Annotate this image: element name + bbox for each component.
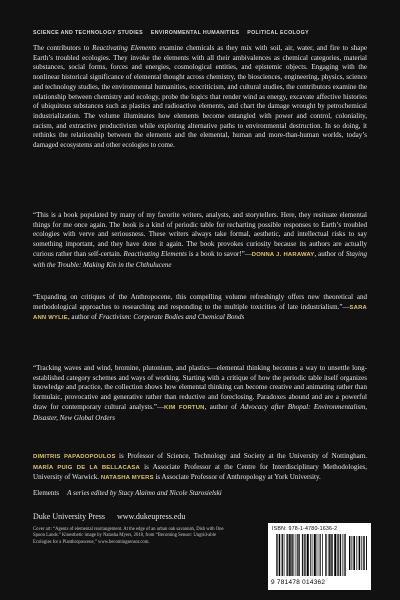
description-text: The contributors to	[33, 44, 93, 52]
barcode-bar	[320, 534, 321, 576]
barcode-bar	[308, 534, 309, 576]
barcode-bar	[282, 534, 283, 576]
barcode-bar	[276, 534, 277, 576]
description-text: examine chemicals as they mix with soil, air, water, and fire to shape Earth’s troubled ecologies. They invoke the elements with all their ambivalences as chemical categories, material substances, social forms, forces and energies, cosmological entities, and epistemic objects. Engaging with the nonlinear historical significance of elemental thought across chemistry, the biosciences, engineering, physics, science and technology studies, the environmental humanities, ecocriticism, and cultural studies, the contributors examine the relationship between chemistry and ecology, probe the logics that render wind as energy, excavate affective histories of ubiquitous substances such as plastics and radioactive elements, and chart the damage wrought by petrochemical industrialization. The volume illuminates how elements become entangled with power and control, coloniality, racism, and extractive productivism while exploring alternative paths to environmental destruction. In so doing, it rethinks the relationship between the elements and the elemental, human and more-than-human worlds, today’s damaged ecosystems and other ecologies to come.	[33, 44, 368, 150]
barcode-bar	[287, 534, 288, 576]
barcode-bar	[330, 534, 331, 576]
series-info	[33, 489, 222, 497]
category-label: ENVIRONMENTAL HUMANITIES	[150, 30, 240, 36]
blurb-text: , author of	[204, 402, 241, 411]
barcode-bar	[345, 534, 346, 576]
editor-role: is Associate Professor of Anthropology at York University.	[153, 473, 321, 482]
barcode-bar	[338, 534, 339, 576]
price-supplement-bars	[348, 536, 368, 570]
barcode-bar	[303, 534, 304, 576]
barcode-bar	[315, 534, 316, 576]
barcode-bar	[284, 534, 285, 576]
category-label: POLITICAL ECOLOGY	[247, 30, 309, 36]
series-name: Elements	[33, 489, 60, 497]
blurb-text: is a book to savor!”—	[186, 249, 252, 258]
barcode-panel	[268, 523, 371, 590]
barcode-bar	[307, 534, 308, 576]
barcode-bar	[340, 534, 341, 576]
blurb-book-title: Reactivating Elements	[123, 249, 187, 258]
barcode-bar	[343, 534, 344, 576]
barcode-bar	[302, 534, 303, 576]
barcode-bar	[298, 534, 299, 576]
barcode-bar	[305, 534, 306, 576]
barcode-bar	[334, 534, 335, 576]
barcode-bar	[282, 534, 283, 576]
barcode-bar	[336, 534, 337, 576]
publisher-name: Duke University Press	[33, 512, 105, 521]
barcode-bar	[280, 534, 281, 576]
barcode-bar	[315, 534, 316, 576]
barcode-bar	[287, 534, 288, 576]
editor-bios	[33, 452, 367, 484]
author-book-title: Advocacy after Bhopal: Environmentalism, Disaster, New Global Orders	[33, 402, 367, 422]
barcode-bar	[290, 534, 291, 576]
author-book-title: Staying with the Trouble: Making Kin in the Chthulucene	[33, 249, 368, 269]
blurb-fortun	[33, 364, 367, 423]
isbn-label: ISBN: 978-1-4780-1636-2	[272, 526, 338, 532]
barcode-bar	[292, 534, 293, 576]
book-title: Reactivating Elements	[92, 44, 157, 52]
author-book-title: Fractivism: Corporate Bodies and Chemical Bonds	[98, 313, 245, 322]
publisher-line	[33, 512, 185, 521]
barcode-bar	[279, 534, 280, 576]
blurb-text: , author of	[314, 249, 346, 258]
cover-art-credit: Cover art: “Agents of elemental rearrangement. At the edge of an urban oak savannah, Dish with One Spoon Lands.” Kinesthetic image by Natasha Myers, 2018, from “Becoming Sensor: Ungrid-able Ecologies for a Planthroposcene,” www.becomingsensor.com.	[33, 527, 224, 545]
barcode-bar	[329, 534, 330, 576]
barcode-bar	[329, 534, 330, 576]
editor-name: MARÍA PUIG DE LA BELLACASA	[33, 464, 140, 471]
editor-name: NATASHA MYERS	[100, 475, 154, 482]
editor-role: is Professor of Science, Technology and Society at the University of Nottingham.	[115, 452, 367, 460]
barcode-bar	[308, 534, 309, 576]
barcode-bar	[294, 534, 295, 576]
publisher-website[interactable]: www.dukeupress.edu	[117, 512, 186, 521]
blurb-haraway	[33, 211, 367, 270]
barcode-digits: 9 781478 014362	[271, 579, 326, 586]
barcode-bar	[344, 534, 345, 576]
editor-name: DIMITRIS PAPADOPOULOS	[33, 454, 116, 460]
blurb-text: “This is a book populated by many of my favorite writers, analysts, and storytellers. Here, they resituate elemental things for me once again. The book is a kind of periodic table for recharting possible responses to Earth’s troubled ecologies with verve and seriousness. These writers always take formal, aesthetic, and intellectual risks to say something important, and they have done it again. The book provokes curiosity because its authors are actually curious rather than self-certain.	[33, 211, 367, 258]
barcode-bars	[276, 534, 346, 576]
blurb-text: “Expanding on critiques of the Anthropocene, this compelling volume refreshingly offers new theoretical and methodological approaches to researching and responding to the multiple toxicities of late industrialism.”—	[33, 293, 367, 311]
barcode-bar	[312, 534, 313, 576]
barcode-bar	[337, 534, 338, 576]
blurb-author: DONNA J. HARAWAY	[251, 251, 315, 258]
barcode-bar	[304, 534, 305, 576]
blurb-text: , author of	[67, 313, 99, 322]
barcode-bar	[319, 534, 320, 576]
category-label: SCIENCE AND TECHNOLOGY STUDIES	[33, 30, 143, 36]
barcode-bar	[335, 534, 336, 576]
barcode-bar	[291, 534, 292, 576]
blurb-author: SARA ANN WYLIE	[33, 304, 367, 322]
barcode-bar	[340, 534, 341, 576]
series-editors: A series edited by Stacy Alaimo and Nicole Starosielski	[67, 489, 222, 497]
blurb-wylie	[33, 293, 367, 324]
barcode-bar	[296, 534, 297, 576]
barcode-bar	[277, 534, 278, 576]
barcode-bar	[331, 534, 332, 576]
barcode-bar	[289, 534, 290, 576]
blurb-author: KIM FORTUN	[164, 404, 205, 411]
barcode-bar	[297, 534, 298, 576]
barcode-bar	[326, 534, 327, 576]
book-description	[33, 44, 367, 151]
barcode-bar	[325, 534, 326, 576]
editor-role: is Associate Professor at the Centre for Interdisciplinary Methodologies, University of Warwick.	[33, 462, 367, 482]
barcode-bar	[317, 534, 318, 576]
barcode-bar	[310, 534, 311, 576]
subject-categories	[33, 30, 309, 36]
blurb-text: “Tracking waves and wind, bromine, plutonium, and plastics—elemental thinking becomes a way to unsettle long-established category schemes and ways of working. Starting with a critique of how the periodic table itself organizes knowledge and practice, the collection shows how elemental thinking can become creative and animating rather than formulaic, provocative and generative rather than reductive and foreclosing. Paradoxes abound and are a powerful draw for contemporary cultural analysts.”—	[33, 364, 367, 411]
barcode-bar	[322, 534, 323, 576]
barcode-bar	[332, 534, 333, 576]
barcode-bar	[289, 534, 290, 576]
barcode-bar	[314, 534, 315, 576]
barcode-bar	[299, 534, 300, 576]
